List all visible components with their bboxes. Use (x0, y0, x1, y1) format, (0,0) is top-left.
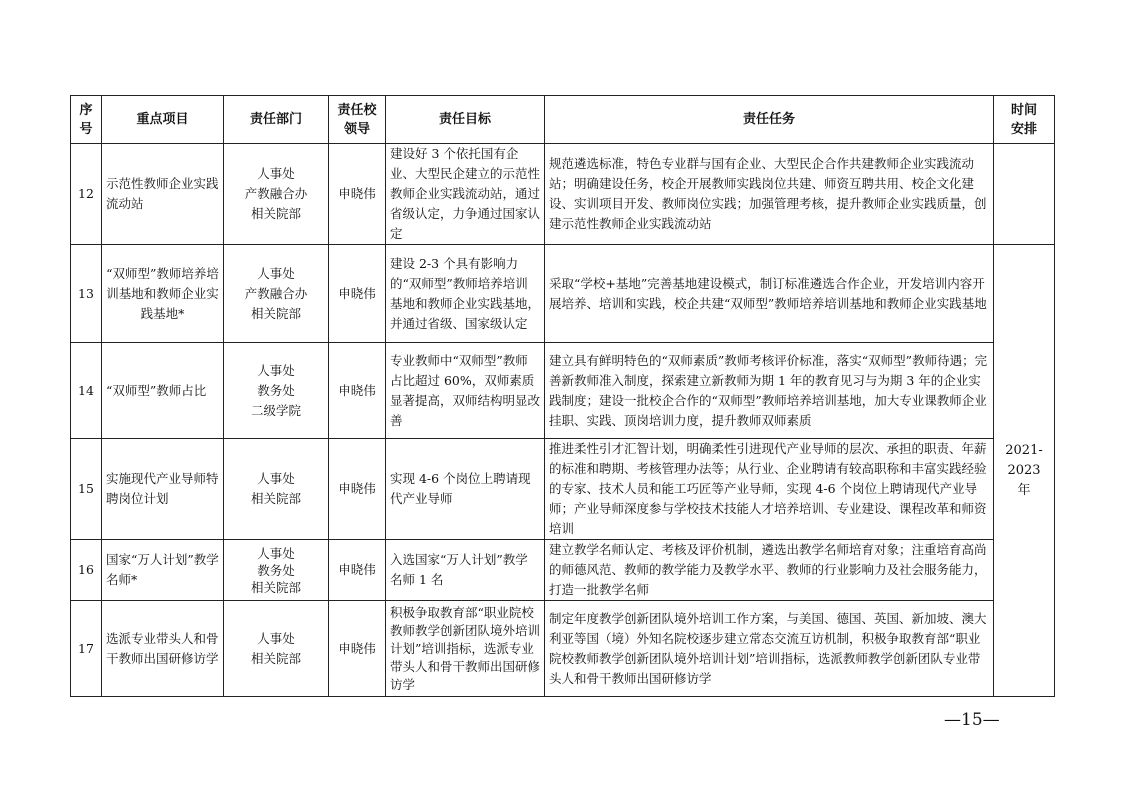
row-leader: 申晓伟 (329, 245, 386, 343)
row-dept: 人事处 教务处 二级学院 (224, 343, 329, 439)
row-leader: 申晓伟 (329, 439, 386, 540)
row-dept: 人事处 相关院部 (224, 439, 329, 540)
time-arrangement: 2021- 2023 年 (994, 245, 1055, 697)
header-goal: 责任目标 (386, 96, 545, 144)
row-goal: 专业教师中“双师型”教师占比超过 60%，双师素质显著提高，双师结构明显改善 (386, 343, 545, 439)
row-goal: 实现 4-6 个岗位上聘请现代产业导师 (386, 439, 545, 540)
row-task: 建立具有鲜明特色的“双师素质”教师考核评价标准，落实“双师型”教师待遇；完善新教师准入制度，探索建立新教师为期 1 年的教育见习与为期 3 年的企业实践制度；建设一批校企合作的“双师型”教师培养培训基地，加大专业课教师企业挂职、实践、顶岗培训力度，提升教师双师素质 (545, 343, 994, 439)
row-task: 建立教学名师认定、考核及评价机制，遴选出教学名师培育对象；注重培育高尚的师德风范、教师的教学能力及教学水平、教师的行业影响力及社会服务能力，打造一批教学名师 (545, 540, 994, 601)
row-task: 推进柔性引才汇智计划，明确柔性引进现代产业导师的层次、承担的职责、年薪的标准和聘期、考核管理办法等；从行业、企业聘请有较高职称和丰富实践经验的专家、技术人员和能工巧匠等产业导师，实现 4-6 个岗位上聘请现代产业导师；产业导师深度参与学校技术技能人才培养培训、专业建设、课程改革和师资培训 (545, 439, 994, 540)
row-project: “双师型”教师培养培训基地和教师企业实践基地* (102, 245, 224, 343)
header-project: 重点项目 (102, 96, 224, 144)
row-project: “双师型”教师占比 (102, 343, 224, 439)
row-goal: 建设 2-3 个具有影响力的“双师型”教师培养培训基地和教师企业实践基地，并通过省级、国家级认定 (386, 245, 545, 343)
row-no: 13 (71, 245, 102, 343)
header-leader: 责任校 领导 (329, 96, 386, 144)
row-task: 规范遴选标准，特色专业群与国有企业、大型民企合作共建教师企业实践流动站；明确建设任务，校企开展教师实践岗位共建、师资互聘共用、校企文化建设、实训项目开发、教师岗位实践；加强管理考核，提升教师企业实践质量，创建示范性教师企业实践流动站 (545, 144, 994, 245)
row-leader: 申晓伟 (329, 540, 386, 601)
row-dept: 人事处 相关院部 (224, 601, 329, 697)
row-no: 16 (71, 540, 102, 601)
row-leader: 申晓伟 (329, 601, 386, 697)
row-leader: 申晓伟 (329, 343, 386, 439)
header-dept: 责任部门 (224, 96, 329, 144)
row-project: 选派专业带头人和骨干教师出国研修访学 (102, 601, 224, 697)
header-task: 责任任务 (545, 96, 994, 144)
table-row (71, 245, 1055, 343)
table-row (71, 439, 1055, 540)
row-leader: 申晓伟 (329, 144, 386, 245)
row-no: 17 (71, 601, 102, 697)
header-time: 时间 安排 (994, 96, 1055, 144)
row-task: 采取“学校+基地”完善基地建设模式，制订标准遴选合作企业，开发培训内容开展培养、培训和实践，校企共建“双师型”教师培养培训基地和教师企业实践基地 (545, 245, 994, 343)
row-dept: 人事处 产教融合办 相关院部 (224, 245, 329, 343)
row-no: 15 (71, 439, 102, 540)
row-goal: 积极争取教育部“职业院校教师教学创新团队境外培训计划”培训指标，选派专业带头人和骨干教师出国研修访学 (386, 601, 545, 697)
page-number: —15— (944, 710, 1000, 730)
row-project: 国家“万人计划”教学名师* (102, 540, 224, 601)
header-no: 序 号 (71, 96, 102, 144)
time-cell-top (994, 144, 1055, 245)
row-dept: 人事处 教务处 相关院部 (224, 540, 329, 601)
table-row (71, 144, 1055, 245)
row-task: 制定年度教学创新团队境外培训工作方案，与美国、德国、英国、新加坡、澳大利亚等国（境）外知名院校逐步建立常态交流互访机制，积极争取教育部“职业院校教师教学创新团队境外培训计划”培训指标，选派教师教学创新团队专业带头人和骨干教师出国研修访学 (545, 601, 994, 697)
header-row (71, 96, 1055, 144)
table-row (71, 540, 1055, 601)
row-goal: 建设好 3 个依托国有企业、大型民企建立的示范性教师企业实践流动站，通过省级认定，力争通过国家认定 (386, 144, 545, 245)
plan-table (70, 95, 1055, 697)
row-project: 示范性教师企业实践流动站 (102, 144, 224, 245)
table-row (71, 601, 1055, 697)
row-goal: 入选国家“万人计划”教学名师 1 名 (386, 540, 545, 601)
row-dept: 人事处 产教融合办 相关院部 (224, 144, 329, 245)
row-no: 14 (71, 343, 102, 439)
row-no: 12 (71, 144, 102, 245)
row-project: 实施现代产业导师特聘岗位计划 (102, 439, 224, 540)
table-row (71, 343, 1055, 439)
